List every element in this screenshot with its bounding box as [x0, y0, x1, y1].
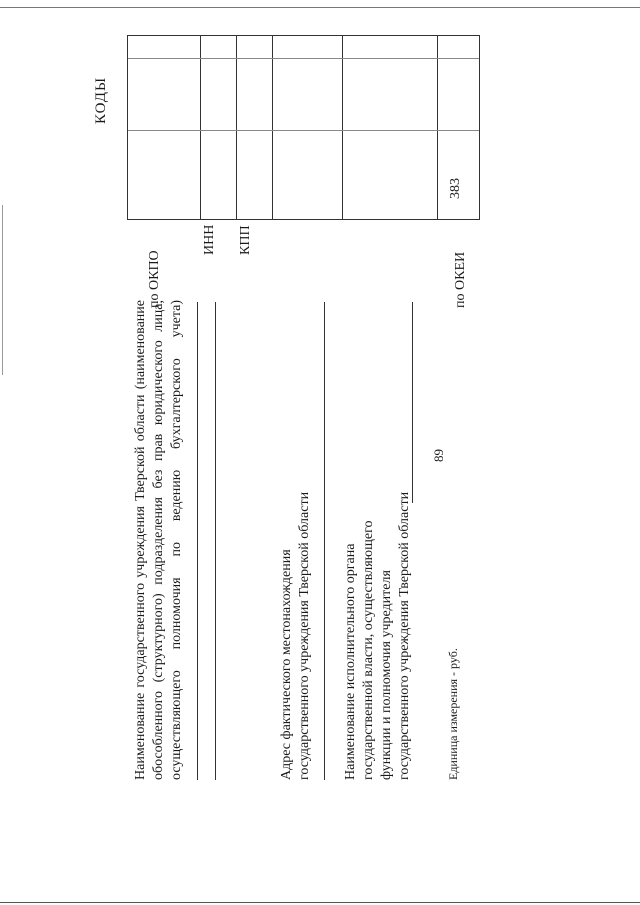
- branch-name-fill-line-2: [215, 302, 216, 780]
- scan-edge-line: [0, 902, 640, 903]
- codes-table-row-divider: [272, 36, 273, 219]
- page-number: 89: [431, 449, 446, 462]
- code-label-okei: по ОКЕИ: [453, 251, 468, 308]
- address-line-1: Адрес фактического местонахождения: [279, 549, 294, 780]
- address-line-2: государственного учреждения Тверской области: [297, 491, 312, 780]
- codes-table-row-divider: [200, 36, 201, 219]
- code-label-inn: ИНН: [202, 224, 217, 255]
- codes-table: [127, 35, 480, 220]
- code-label-kpp: КПП: [238, 225, 253, 255]
- authority-fill-line: [412, 302, 413, 503]
- branch-name-fill-line-1: [197, 302, 198, 780]
- codes-table-row-divider: [342, 36, 343, 219]
- branch-name-line-1: Наименование государственного учреждения Тверской области (наименование: [133, 300, 148, 780]
- address-fill-line: [324, 302, 325, 780]
- codes-table-inner-line: [128, 130, 479, 131]
- codes-table-inner-line: [128, 58, 479, 59]
- authority-line-4: государственного учреждения Тверской области: [397, 491, 412, 780]
- authority-line-1: Наименование исполнительного органа: [343, 543, 358, 780]
- codes-heading: КОДЫ: [93, 76, 109, 124]
- codes-table-row-divider: [437, 36, 438, 219]
- branch-name-line-2: обособленного (структурного) подразделения без прав юридического лица,: [151, 300, 166, 780]
- scan-edge-line: [2, 205, 3, 375]
- code-value-okei: 383: [448, 178, 463, 199]
- code-label-okpo: по ОКПО: [147, 250, 162, 308]
- authority-line-3: функции и полномочия учредителя: [379, 570, 394, 780]
- codes-table-row-divider: [236, 36, 237, 219]
- authority-line-2: государственной власти, осуществляющего: [361, 520, 376, 780]
- scan-edge-line: [0, 7, 640, 8]
- unit-label: Единица измерения - руб.: [446, 648, 460, 780]
- branch-name-line-3: осуществляющего полномочия по ведению бухгалтерского учета): [169, 300, 184, 780]
